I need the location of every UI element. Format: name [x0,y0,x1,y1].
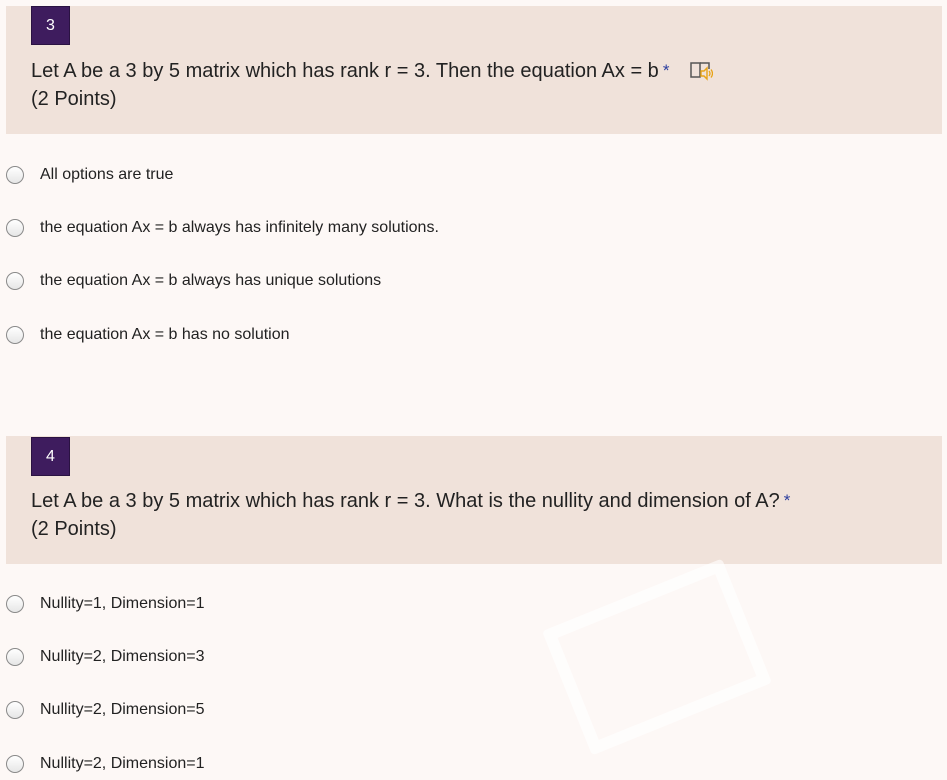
required-marker: * [662,61,670,80]
question-4-header [6,436,942,564]
radio-button[interactable] [6,272,24,290]
immersive-reader-icon[interactable] [689,59,713,81]
option-label: the equation Ax = b always has infinitely many solutions. [40,219,439,236]
option-radio-item[interactable] [6,749,205,779]
question-title: Let A be a 3 by 5 matrix which has rank r = 3. Then the equation Ax = b [31,60,659,82]
option-radio-item[interactable] [6,589,205,619]
question-text [31,58,713,84]
radio-button[interactable] [6,595,24,613]
required-marker: * [783,491,791,510]
option-label: Nullity=2, Dimension=5 [40,701,205,718]
question-title: Let A be a 3 by 5 matrix which has rank r = 3. What is the nullity and dimension of A? [31,490,780,512]
option-label: the equation Ax = b has no solution [40,326,290,343]
option-label: Nullity=2, Dimension=1 [40,755,205,772]
question-points: (2 Points) [31,518,117,540]
question-text [31,488,790,514]
option-radio-item[interactable] [6,160,173,190]
option-radio-item[interactable] [6,266,381,296]
question-3-header [6,6,942,134]
option-label: Nullity=1, Dimension=1 [40,595,205,612]
radio-button[interactable] [6,219,24,237]
radio-button[interactable] [6,755,24,773]
option-label: Nullity=2, Dimension=3 [40,648,205,665]
option-radio-item[interactable] [6,642,205,672]
radio-button[interactable] [6,166,24,184]
question-points: (2 Points) [31,88,117,110]
option-radio-item[interactable] [6,695,205,725]
option-radio-item[interactable] [6,213,439,243]
option-label: All options are true [40,166,174,183]
decorative-watermark [542,559,772,756]
question-number-badge: 4 [31,437,70,476]
radio-button[interactable] [6,326,24,344]
option-label: the equation Ax = b always has unique solutions [40,272,382,289]
radio-button[interactable] [6,701,24,719]
radio-button[interactable] [6,648,24,666]
option-radio-item[interactable] [6,320,290,350]
question-number-badge: 3 [31,6,70,45]
